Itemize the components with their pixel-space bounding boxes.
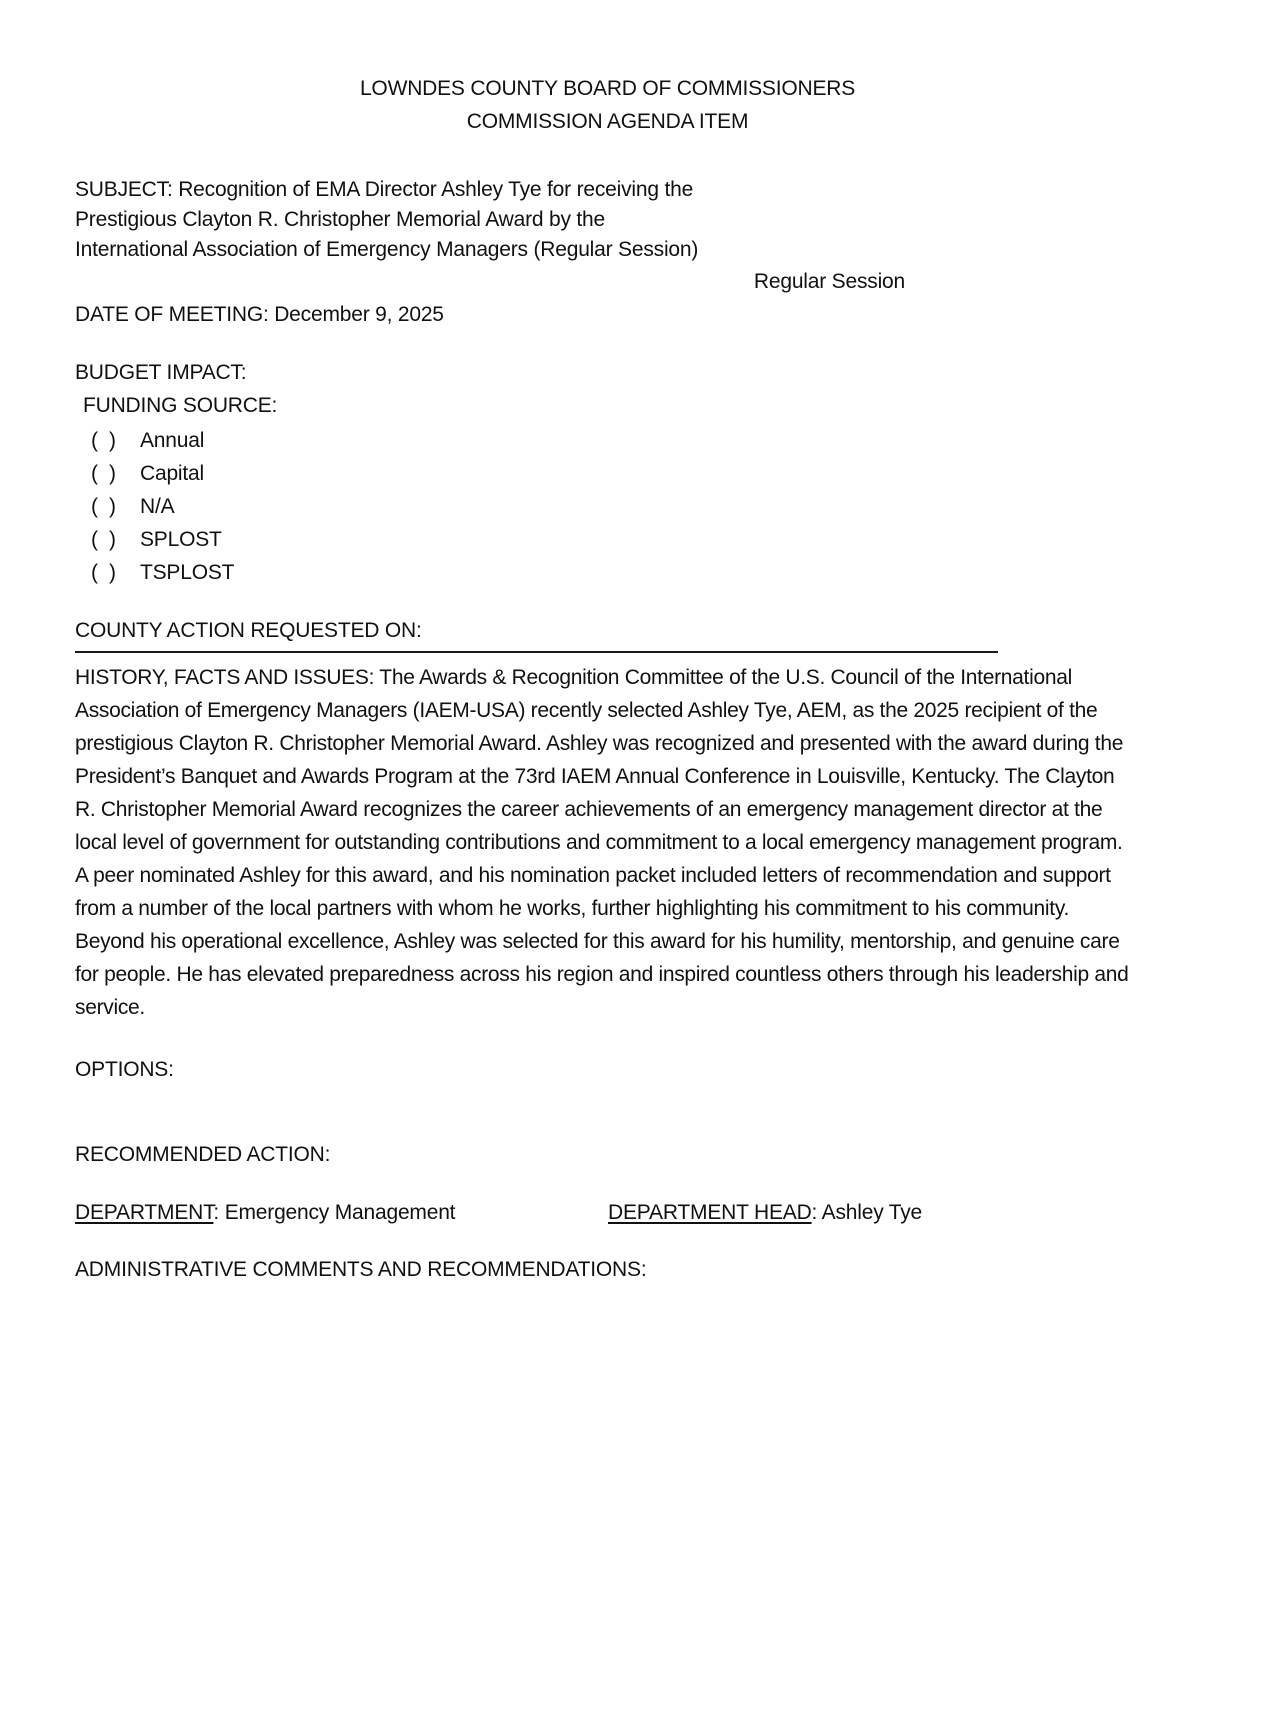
funding-option-splost — [75, 523, 1140, 556]
history-facts-issues-label: HISTORY, FACTS AND ISSUES: — [75, 666, 375, 689]
funding-option-label: Capital — [140, 462, 204, 485]
subject-line-2: Prestigious Clayton R. Christopher Memorial Award by the — [75, 208, 605, 231]
department-label: DEPARTMENT — [75, 1201, 214, 1224]
subject-line-3: International Association of Emergency Managers (Regular Session) — [75, 238, 699, 261]
checkbox-splost: ( ) — [91, 528, 116, 551]
document-subtitle: COMMISSION AGENDA ITEM — [466, 110, 749, 133]
county-action-requested-section — [75, 614, 998, 653]
funding-option-label: TSPLOST — [140, 561, 235, 584]
funding-option-annual — [75, 424, 1140, 457]
checkbox-tsplost: ( ) — [91, 561, 116, 584]
session-type-label: Regular Session — [753, 270, 905, 293]
agenda-document-page — [0, 72, 1275, 1722]
department-value: : Emergency Management — [213, 1201, 456, 1224]
checkbox-na: ( ) — [91, 495, 116, 518]
budget-impact-label: BUDGET IMPACT: — [75, 361, 247, 384]
subject-block — [75, 175, 1140, 265]
funding-options-list — [75, 424, 1140, 589]
department-field — [75, 1196, 608, 1229]
funding-option-label: SPLOST — [140, 528, 222, 551]
document-title: LOWNDES COUNTY BOARD OF COMMISSIONERS — [359, 77, 856, 100]
checkbox-capital: ( ) — [91, 462, 116, 485]
funding-option-capital — [75, 457, 1140, 490]
funding-source-label: FUNDING SOURCE: — [83, 394, 278, 417]
funding-option-label: N/A — [140, 495, 175, 518]
county-action-requested-label: COUNTY ACTION REQUESTED ON: — [75, 619, 422, 642]
history-facts-issues-paragraph — [75, 661, 1138, 1024]
administrative-comments-label: ADMINISTRATIVE COMMENTS AND RECOMMENDATIONS: — [75, 1258, 647, 1281]
history-facts-issues-text: The Awards & Recognition Committee of the U.S. Council of the International Association of Emergency Managers (IAEM-USA) recently selected Ashley Tye, AEM, as the 2025 recipient of the prestigious Clayton R. Christopher Memorial Award. Ashley was recognized and presented with the award during the President’s Banquet and Awards Program at the 73rd IAEM Annual Conference in Louisville, Kentucky. The Clayton R. Christopher Memorial Award recognizes the career achievements of an emergency management director at the local level of government for outstanding contributions and commitment to a local emergency management program. A peer nominated Ashley for this award, and his nomination packet included letters of recommendation and support from a number of the local partners with whom he works, further highlighting his commitment to his community. Beyond his operational excellence, Ashley was selected for this award for his humility, mentorship, and genuine care for people. He has elevated preparedness across his region and inspired countless others through his leadership and service. — [75, 666, 1129, 1019]
recommended-action-label: RECOMMENDED ACTION: — [75, 1143, 331, 1166]
checkbox-annual: ( ) — [91, 429, 116, 452]
funding-option-label: Annual — [140, 429, 205, 452]
department-head-value: : Ashley Tye — [811, 1201, 922, 1224]
options-label: OPTIONS: — [75, 1058, 174, 1081]
department-head-field — [608, 1196, 922, 1229]
department-head-label: DEPARTMENT HEAD — [608, 1201, 812, 1224]
funding-option-tsplost — [75, 556, 1140, 589]
funding-option-na — [75, 490, 1140, 523]
subject-line-1: SUBJECT: Recognition of EMA Director Ashley Tye for receiving the — [75, 178, 694, 201]
date-of-meeting: DATE OF MEETING: December 9, 2025 — [75, 303, 444, 326]
department-row — [75, 1196, 1140, 1229]
document-header — [75, 72, 1140, 138]
